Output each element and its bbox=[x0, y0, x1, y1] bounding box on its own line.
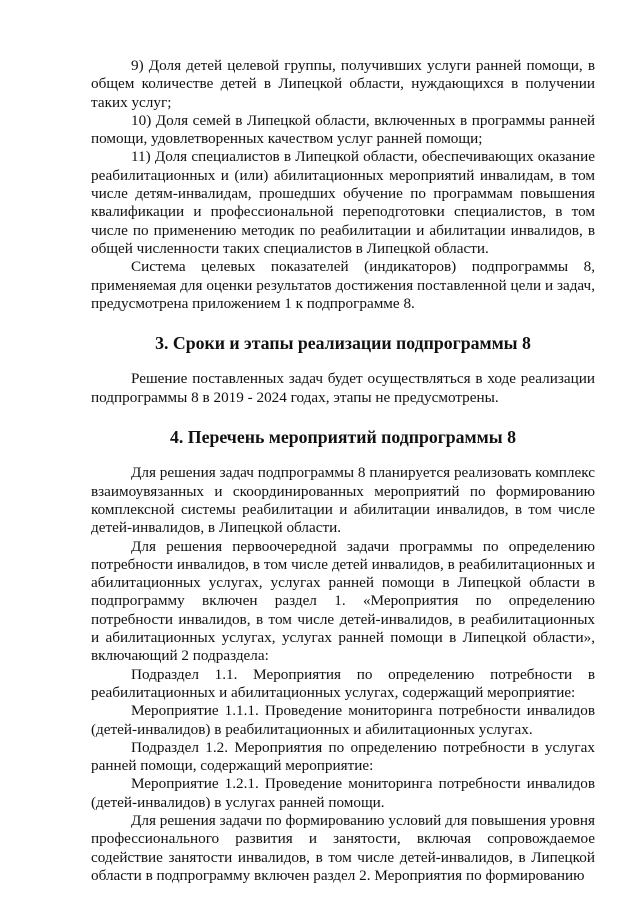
measure-1-1-1: Мероприятие 1.1.1. Проведение мониторинга потребности инвалидов (детей-инвалидов) в реабилитационных и абилитационных услугах. bbox=[91, 702, 595, 738]
paragraph-indicator-system: Система целевых показателей (индикаторов) подпрограммы 8, применяемая для оценки результатов достижения поставленной цели и задач, предусмотрена приложением 1 к подпрограмме 8. bbox=[91, 258, 595, 312]
section-4-paragraph: Для решения первоочередной задачи программы по определению потребности инвалидов, в том числе детей инвалидов, в реабилитационных и абилитационных услугах, услугах ранней помощи в Липецкой области в подпрограмму включен раздел 1. «Мероприятия по определению потребности инвалидов, в том числе детей-инвалидов, в реабилитационных и абилитационных услугах, услугах ранней помощи в Липецкой области», включающий 2 подраздела: bbox=[91, 537, 595, 665]
section-4-heading: 4. Перечень мероприятий подпрограммы 8 bbox=[170, 427, 516, 448]
section-3-text: Решение поставленных задач будет осуществляться в ходе реализации подпрограммы 8 в 2019 - 2024 годах, этапы не предусмотрены. bbox=[91, 370, 595, 406]
paragraph-indicator-10: 10) Доля семей в Липецкой области, включенных в программы ранней помощи, удовлетворенных качеством услуг ранней помощи; bbox=[91, 111, 595, 148]
subsection-1-1: Подраздел 1.1. Мероприятия по определению потребности в реабилитационных и абилитационных услугах, содержащий мероприятие: bbox=[91, 665, 595, 701]
section-4-paragraph: Для решения задачи по формированию условий для повышения уровня профессионального развития и занятости, включая сопровождаемое содействие занятости инвалидов, в том числе детей-инвалидов, в Липецкой области в подпрограмму включен раздел 2. Мероприятия по формированию bbox=[91, 811, 595, 884]
paragraph-indicator-9: 9) Доля детей целевой группы, получивших услуги ранней помощи, в общем количестве детей в Липецкой области, нуждающихся в получении таких услуг; bbox=[91, 57, 595, 111]
section-3-heading: 3. Сроки и этапы реализации подпрограммы 8 bbox=[155, 333, 531, 354]
subsection-1-2: Подраздел 1.2. Мероприятия по определению потребности в услугах ранней помощи, содержащий мероприятие: bbox=[91, 738, 595, 775]
paragraph-indicator-11: 11) Доля специалистов в Липецкой области, обеспечивающих оказание реабилитационных и (или) абилитационных мероприятий инвалидам, в том числе детям-инвалидам, прошедших обучение по программам повышения квалификации и профессиональной переподготовки специалистов, в том числе по применению методик по реабилитации и абилитации инвалидов, в общей численности таких специалистов в Липецкой области. bbox=[91, 148, 595, 257]
section-4-paragraph: Для решения задач подпрограммы 8 планируется реализовать комплекс взаимоувязанных и скоординированных мероприятий по формированию комплексной системы реабилитации и абилитации инвалидов, в том числе детей-инвалидов, в Липецкой области. bbox=[91, 464, 595, 537]
measure-1-2-1: Мероприятие 1.2.1. Проведение мониторинга потребности инвалидов (детей-инвалидов) в услугах ранней помощи. bbox=[91, 775, 595, 811]
